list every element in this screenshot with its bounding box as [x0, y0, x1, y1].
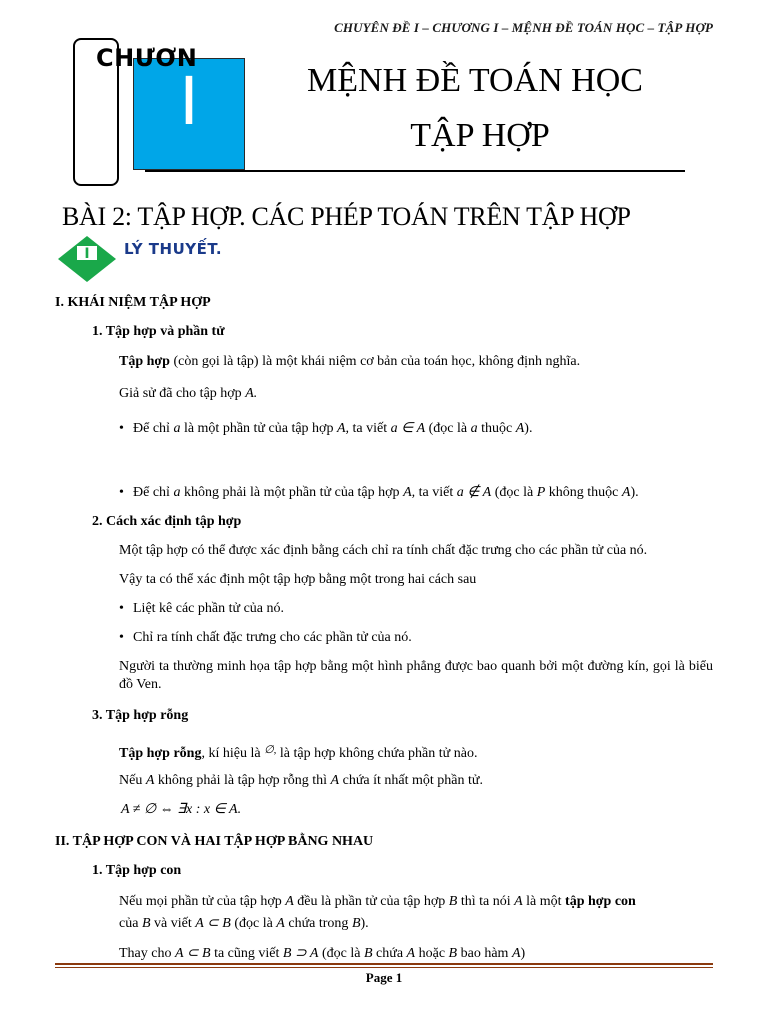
paragraph-nonempty: Nếu A không phải là tập hợp rỗng thì A chứa ít nhất một phần tử. — [119, 773, 483, 788]
list-item-property: • Chỉ ra tính chất đặc trưng cho các phần tử của nó. — [119, 630, 412, 645]
formula-nonempty: A ≠ ∅ ⇔ ∃x : x ∈ A. — [121, 802, 242, 817]
theory-diamond-icon — [56, 235, 118, 283]
chapter-title-line1: MỆNH ĐỀ TOÁN HỌC — [307, 62, 643, 99]
footer-rule-thin — [55, 967, 713, 968]
title-underline — [145, 170, 685, 172]
paragraph-empty-set: Tập hợp rỗng, kí hiệu là ∅, là tập hợp không chứa phần tử nào. — [119, 741, 477, 763]
list-item-not-element-of: • Để chỉ a không phải là một phần tử của tập hợp A, ta viết a ∉ A (đọc là P không thuộc A). — [119, 485, 639, 500]
page-number: Page 1 — [365, 970, 403, 985]
paragraph-set-definition — [119, 353, 580, 371]
section-heading-2: II. TẬP HỢP CON VÀ HAI TẬP HỢP BẰNG NHAU — [55, 834, 374, 849]
running-header: CHUYÊN ĐỀ I – CHƯƠNG I – MỆNH ĐỀ TOÁN HỌC – TẬP HỢP — [334, 20, 713, 35]
subsection-heading-2-1: 1. Tập hợp con — [92, 863, 182, 878]
paragraph-given-set — [119, 385, 257, 403]
list-item-enumerate: • Liệt kê các phần tử của nó. — [119, 601, 285, 616]
list-item-element-of: • Để chỉ a là một phần tử của tập hợp A, ta viết a ∈ A (đọc là a thuộc A). — [119, 421, 533, 436]
term-tap-hop: Tập hợp — [119, 354, 170, 369]
bullet-icon: • — [119, 485, 124, 500]
subsection-heading-1-3: 3. Tập hợp rỗng — [92, 708, 189, 723]
paragraph-subset-line1: Nếu mọi phần tử của tập hợp A đều là phần tử của tập hợp B thì ta nói A là một tập hợp con — [119, 894, 636, 909]
bullet-icon: • — [119, 421, 124, 436]
theory-badge-number: I — [84, 246, 90, 262]
theory-title: LÝ THUYẾT. — [124, 240, 223, 258]
lesson-title: BÀI 2: TẬP HỢP. CÁC PHÉP TOÁN TRÊN TẬP HỢP — [62, 202, 631, 231]
term-subset: tập hợp con — [565, 894, 636, 909]
bullet-icon: • — [119, 630, 124, 645]
chapter-number: I — [179, 63, 199, 140]
subsection-heading-1-2: 2. Cách xác định tập hợp — [92, 514, 242, 529]
paragraph-venn: Người ta thường minh họa tập hợp bằng một hình phẳng được bao quanh bởi một đường kín, gọi là biểu đồ Ven. — [119, 659, 713, 692]
paragraph-subset-line2: của B và viết A ⊂ B (đọc là A chứa trong B). — [119, 916, 369, 931]
paragraph-superset: Thay cho A ⊂ B ta cũng viết B ⊃ A (đọc là B chứa A hoặc B bao hàm A) — [119, 946, 526, 961]
empty-set-symbol: ∅, — [264, 744, 277, 756]
subsection-heading-1-1: 1. Tập hợp và phần tử — [92, 324, 225, 339]
chapter-title-line2: TẬP HỢP — [410, 117, 550, 154]
math-A: A. — [245, 386, 258, 401]
footer-rule — [55, 963, 713, 965]
definition-text: (còn gọi là tập) là một khái niệm cơ bản của toán học, không định nghĩa. — [169, 354, 581, 369]
paragraph-two-ways: Vậy ta có thể xác định một tập hợp bằng một trong hai cách sau — [119, 572, 477, 587]
bullet-icon: • — [119, 601, 124, 616]
chapter-label: CHƯƠN — [96, 44, 198, 72]
paragraph-determine-set: Một tập hợp có thể được xác định bằng cách chỉ ra tính chất đặc trưng cho các phần tử của nó. — [119, 543, 648, 558]
text: Giả sử đã cho tập hợp — [119, 386, 246, 401]
section-heading-1: I. KHÁI NIỆM TẬP HỢP — [55, 295, 211, 310]
